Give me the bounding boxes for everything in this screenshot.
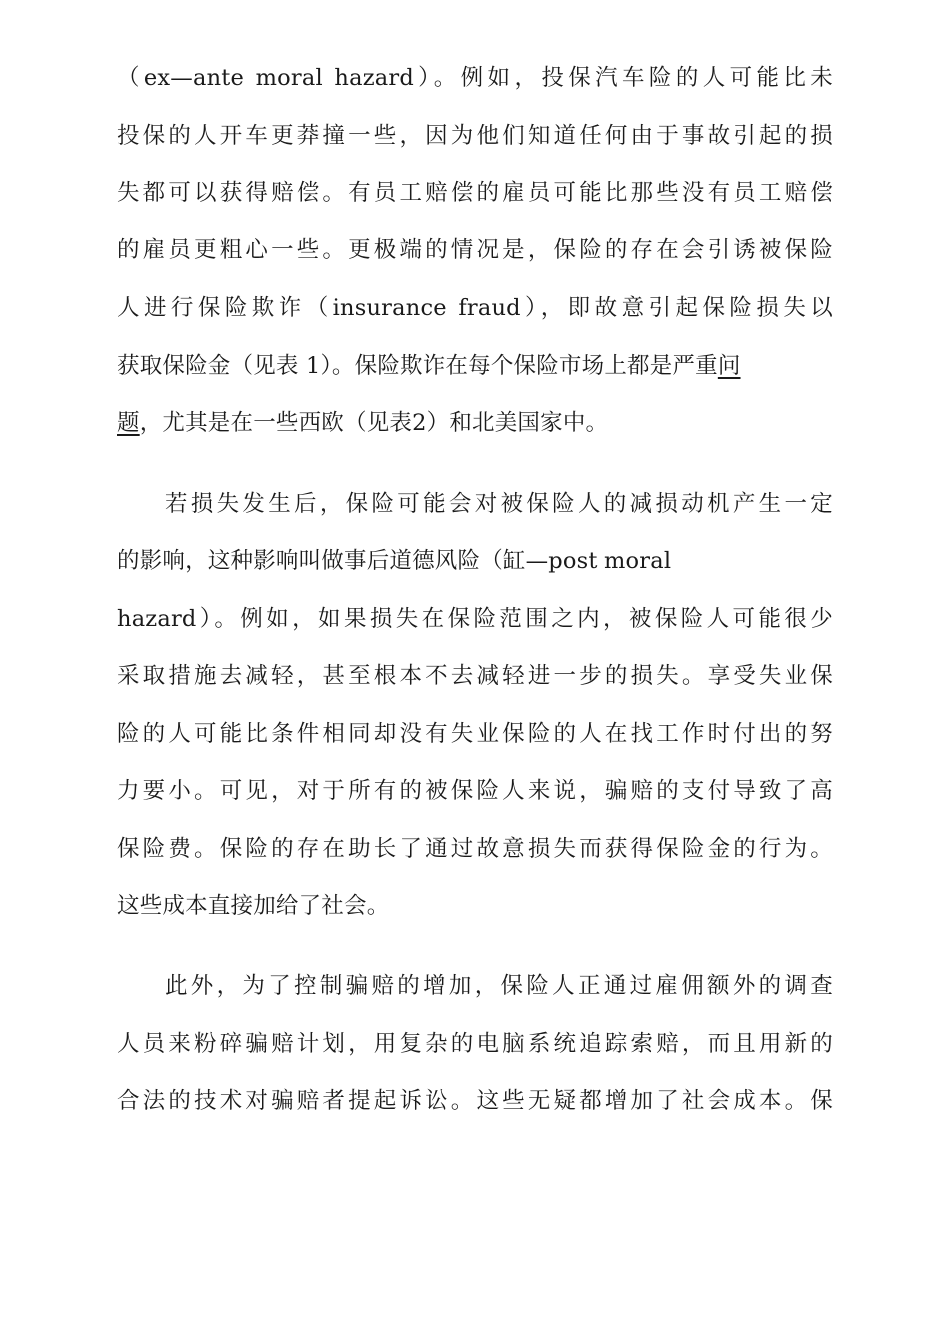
text-line [117,403,833,443]
text-line: 保险费。保险的存在助长了通过故意损失而获得保险金的行为。 [117,836,833,862]
text-line: 此外，为了控制骗赔的增加，保险人正通过雇佣额外的调查 [165,973,833,999]
text-line: 这些成本直接加给了社会。 [117,893,390,919]
text-line: 人进行保险欺诈（insurance fraud），即故意引起保险损失以 [117,295,833,321]
text-line: 失都可以获得赔偿。有员工赔偿的雇员可能比那些没有员工赔偿 [117,180,833,206]
text-line: 力要小。可见，对于所有的被保险人来说，骗赔的支付导致了高 [117,778,833,804]
text-line: 投保的人开车更莽撞一些，因为他们知道任何由于事故引起的损 [117,123,833,149]
text-line: 人员来粉碎骗赔计划，用复杂的电脑系统追踪索赔，而且用新的 [117,1031,833,1057]
text-line: 合法的技术对骗赔者提起诉讼。这些无疑都增加了社会成本。保 [117,1088,833,1114]
text-line [117,346,833,386]
text-line: 的影响，这种影响叫做事后道德风险（缸—post moral [117,548,672,574]
underlined-text: 题 [117,410,140,436]
text-line: （ex—ante moral hazard）。例如，投保汽车险的人可能比未 [117,65,833,91]
text-line: 的雇员更粗心一些。更极端的情况是，保险的存在会引诱被保险 [117,237,833,263]
text-line: 险的人可能比条件相同却没有失业保险的人在找工作时付出的努 [117,721,833,747]
text-run: ，尤其是在一些西欧（见表2）和北美国家中。 [139,410,609,436]
text-line: 若损失发生后，保险可能会对被保险人的减损动机产生一定 [165,491,833,517]
text-line: 采取措施去减轻，甚至根本不去减轻进一步的损失。享受失业保 [117,663,833,689]
text-line: hazard）。例如，如果损失在保险范围之内，被保险人可能很少 [117,606,833,632]
underlined-text: 问 [717,353,741,379]
text-run: 获取保险金（见表 1）。保险欺诈在每个保险市场上都是严重 [117,353,718,379]
